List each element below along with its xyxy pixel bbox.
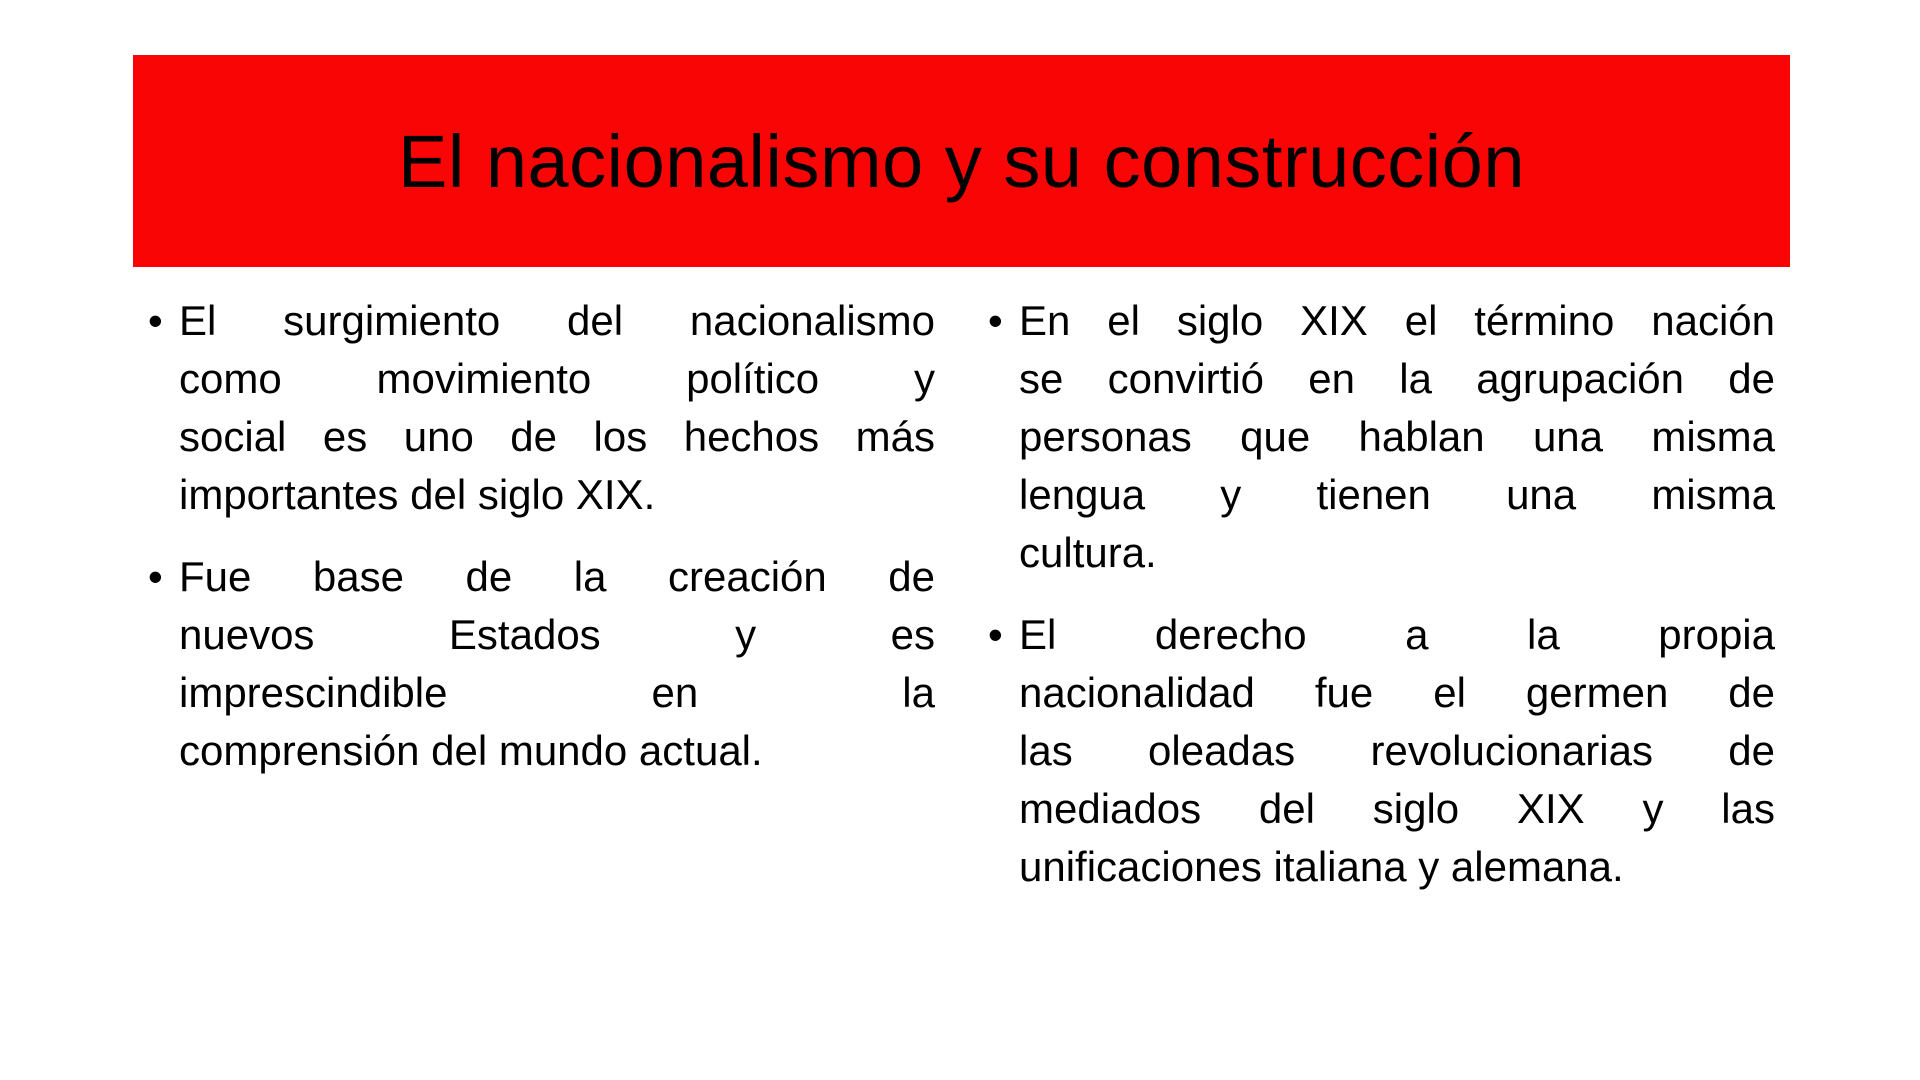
text-line: nacionalidad fue el germen de xyxy=(1019,669,1775,716)
bullet-item xyxy=(148,548,935,780)
text-line: En el siglo XIX el término nación xyxy=(1019,297,1775,344)
bullet-marker: • xyxy=(148,553,163,600)
text-line: personas que hablan una misma xyxy=(1019,413,1775,460)
title-banner xyxy=(133,55,1790,267)
bullet-item xyxy=(148,292,935,524)
bullet-item xyxy=(988,606,1775,896)
text-line: unificaciones italiana y alemana. xyxy=(1019,843,1624,890)
text-line: las oleadas revolucionarias de xyxy=(1019,727,1775,774)
text-line: como movimiento político y xyxy=(179,355,935,402)
text-line: mediados del siglo XIX y las xyxy=(1019,785,1775,832)
text-line: se convirtió en la agrupación de xyxy=(1019,355,1775,402)
text-line: El derecho a la propia xyxy=(1019,611,1775,658)
text-line: comprensión del mundo actual. xyxy=(179,727,763,774)
bullet-marker: • xyxy=(988,611,1003,658)
left-column xyxy=(148,292,935,780)
right-column xyxy=(988,292,1775,896)
text-line: Fue base de la creación de xyxy=(179,553,935,600)
text-line: lengua y tienen una misma xyxy=(1019,471,1775,518)
text-line: imprescindible en la xyxy=(179,669,935,716)
text-line: cultura. xyxy=(1019,529,1157,576)
text-line: El surgimiento del nacionalismo xyxy=(179,297,935,344)
slide-title: El nacionalismo y su construcción xyxy=(397,119,1525,203)
text-line: nuevos Estados y es xyxy=(179,611,935,658)
text-line: importantes del siglo XIX. xyxy=(179,471,656,518)
bullet-marker: • xyxy=(148,297,163,344)
text-line: social es uno de los hechos más xyxy=(179,413,935,460)
bullet-marker: • xyxy=(988,297,1003,344)
bullet-item xyxy=(988,292,1775,582)
